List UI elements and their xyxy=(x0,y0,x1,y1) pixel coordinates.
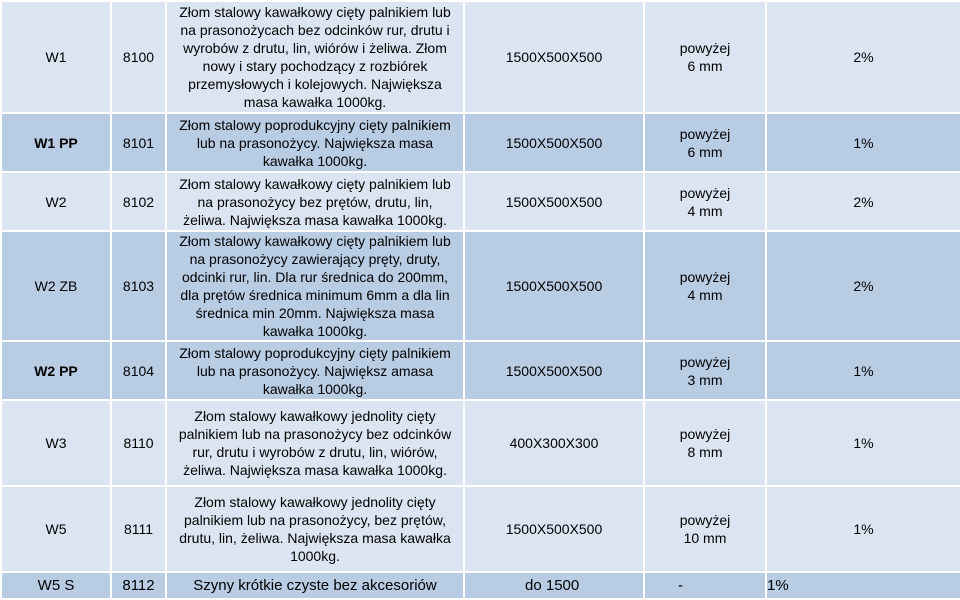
contamination-percent: 2% xyxy=(766,1,960,113)
class-number: 8103 xyxy=(111,231,166,341)
class-code: W5 xyxy=(1,486,111,572)
table-row xyxy=(1,486,960,572)
min-thickness: powyżej 6 mm xyxy=(644,113,766,172)
max-dimensions: 1500X500X500 xyxy=(464,231,644,341)
class-description: Złom stalowy poprodukcyjny cięty palnikiem lub na prasonożycy. Największa masa kawałka 1000kg. xyxy=(166,113,464,172)
min-thickness: powyżej 4 mm xyxy=(644,231,766,341)
class-description: Szyny krótkie czyste bez akcesoriów xyxy=(166,572,464,599)
class-number: 8110 xyxy=(111,400,166,486)
class-number: 8112 xyxy=(111,572,166,599)
class-number: 8101 xyxy=(111,113,166,172)
class-code: W5 S xyxy=(1,572,111,599)
max-dimensions: 1500X500X500 xyxy=(464,113,644,172)
min-thickness: powyżej 6 mm xyxy=(644,1,766,113)
table-row xyxy=(1,1,960,113)
max-dimensions: do 1500 xyxy=(464,572,644,599)
min-thickness: powyżej 10 mm xyxy=(644,486,766,572)
contamination-percent: 1% xyxy=(766,400,960,486)
min-thickness: powyżej 8 mm xyxy=(644,400,766,486)
class-number: 8111 xyxy=(111,486,166,572)
contamination-percent: 2% xyxy=(766,172,960,231)
table-row xyxy=(1,231,960,341)
class-code: W1 xyxy=(1,1,111,113)
max-dimensions: 1500X500X500 xyxy=(464,341,644,400)
class-description: Złom stalowy kawałkowy jednolity cięty palnikiem lub na prasonożycy, bez prętów, drutu, lin, żeliwa. Największa masa kawałka 1000kg. xyxy=(166,486,464,572)
class-description: Złom stalowy poprodukcyjny cięty palnikiem lub na prasonożycy. Największ amasa kawałka 1000kg. xyxy=(166,341,464,400)
table-row xyxy=(1,572,960,599)
min-thickness: - xyxy=(644,572,766,599)
table-row xyxy=(1,113,960,172)
class-code: W2 PP xyxy=(1,341,111,400)
max-dimensions: 400X300X300 xyxy=(464,400,644,486)
contamination-percent: 1% xyxy=(766,486,960,572)
table-row xyxy=(1,341,960,400)
contamination-percent: 1% xyxy=(766,572,960,599)
class-code: W2 xyxy=(1,172,111,231)
contamination-percent: 2% xyxy=(766,231,960,341)
table-row xyxy=(1,172,960,231)
class-description: Złom stalowy kawałkowy cięty palnikiem lub na prasonożycach bez odcinków rur, drutu i wyrobów z drutu, lin, wiórów i żeliwa. Złom nowy i stary pochodzący z rozbiórek przemysłowych i kolejowych. Największa masa kawałka 1000kg. xyxy=(166,1,464,113)
class-description: Złom stalowy kawałkowy jednolity cięty palnikiem lub na prasonożycy bez odcinków rur, drutu i wyrobów z drutu, lin, wiórów, żeliwa. Największa masa kawałka 1000kg. xyxy=(166,400,464,486)
min-thickness: powyżej 3 mm xyxy=(644,341,766,400)
class-number: 8100 xyxy=(111,1,166,113)
min-thickness: powyżej 4 mm xyxy=(644,172,766,231)
class-code: W3 xyxy=(1,400,111,486)
contamination-percent: 1% xyxy=(766,341,960,400)
class-code: W1 PP xyxy=(1,113,111,172)
contamination-percent: 1% xyxy=(766,113,960,172)
class-number: 8102 xyxy=(111,172,166,231)
table-row xyxy=(1,400,960,486)
max-dimensions: 1500X500X500 xyxy=(464,172,644,231)
class-description: Złom stalowy kawałkowy cięty palnikiem lub na prasonożycy bez prętów, drutu, lin, żeliwa. Największa masa kawałka 1000kg. xyxy=(166,172,464,231)
class-code: W2 ZB xyxy=(1,231,111,341)
max-dimensions: 1500X500X500 xyxy=(464,1,644,113)
max-dimensions: 1500X500X500 xyxy=(464,486,644,572)
class-number: 8104 xyxy=(111,341,166,400)
class-description: Złom stalowy kawałkowy cięty palnikiem lub na prasonożycy zawierający pręty, druty, odcinki rur, lin. Dla rur średnica do 200mm, dla prętów średnica minimum 6mm a dla lin średnica min 20mm. Największa masa kawałka 1000kg. xyxy=(166,231,464,341)
